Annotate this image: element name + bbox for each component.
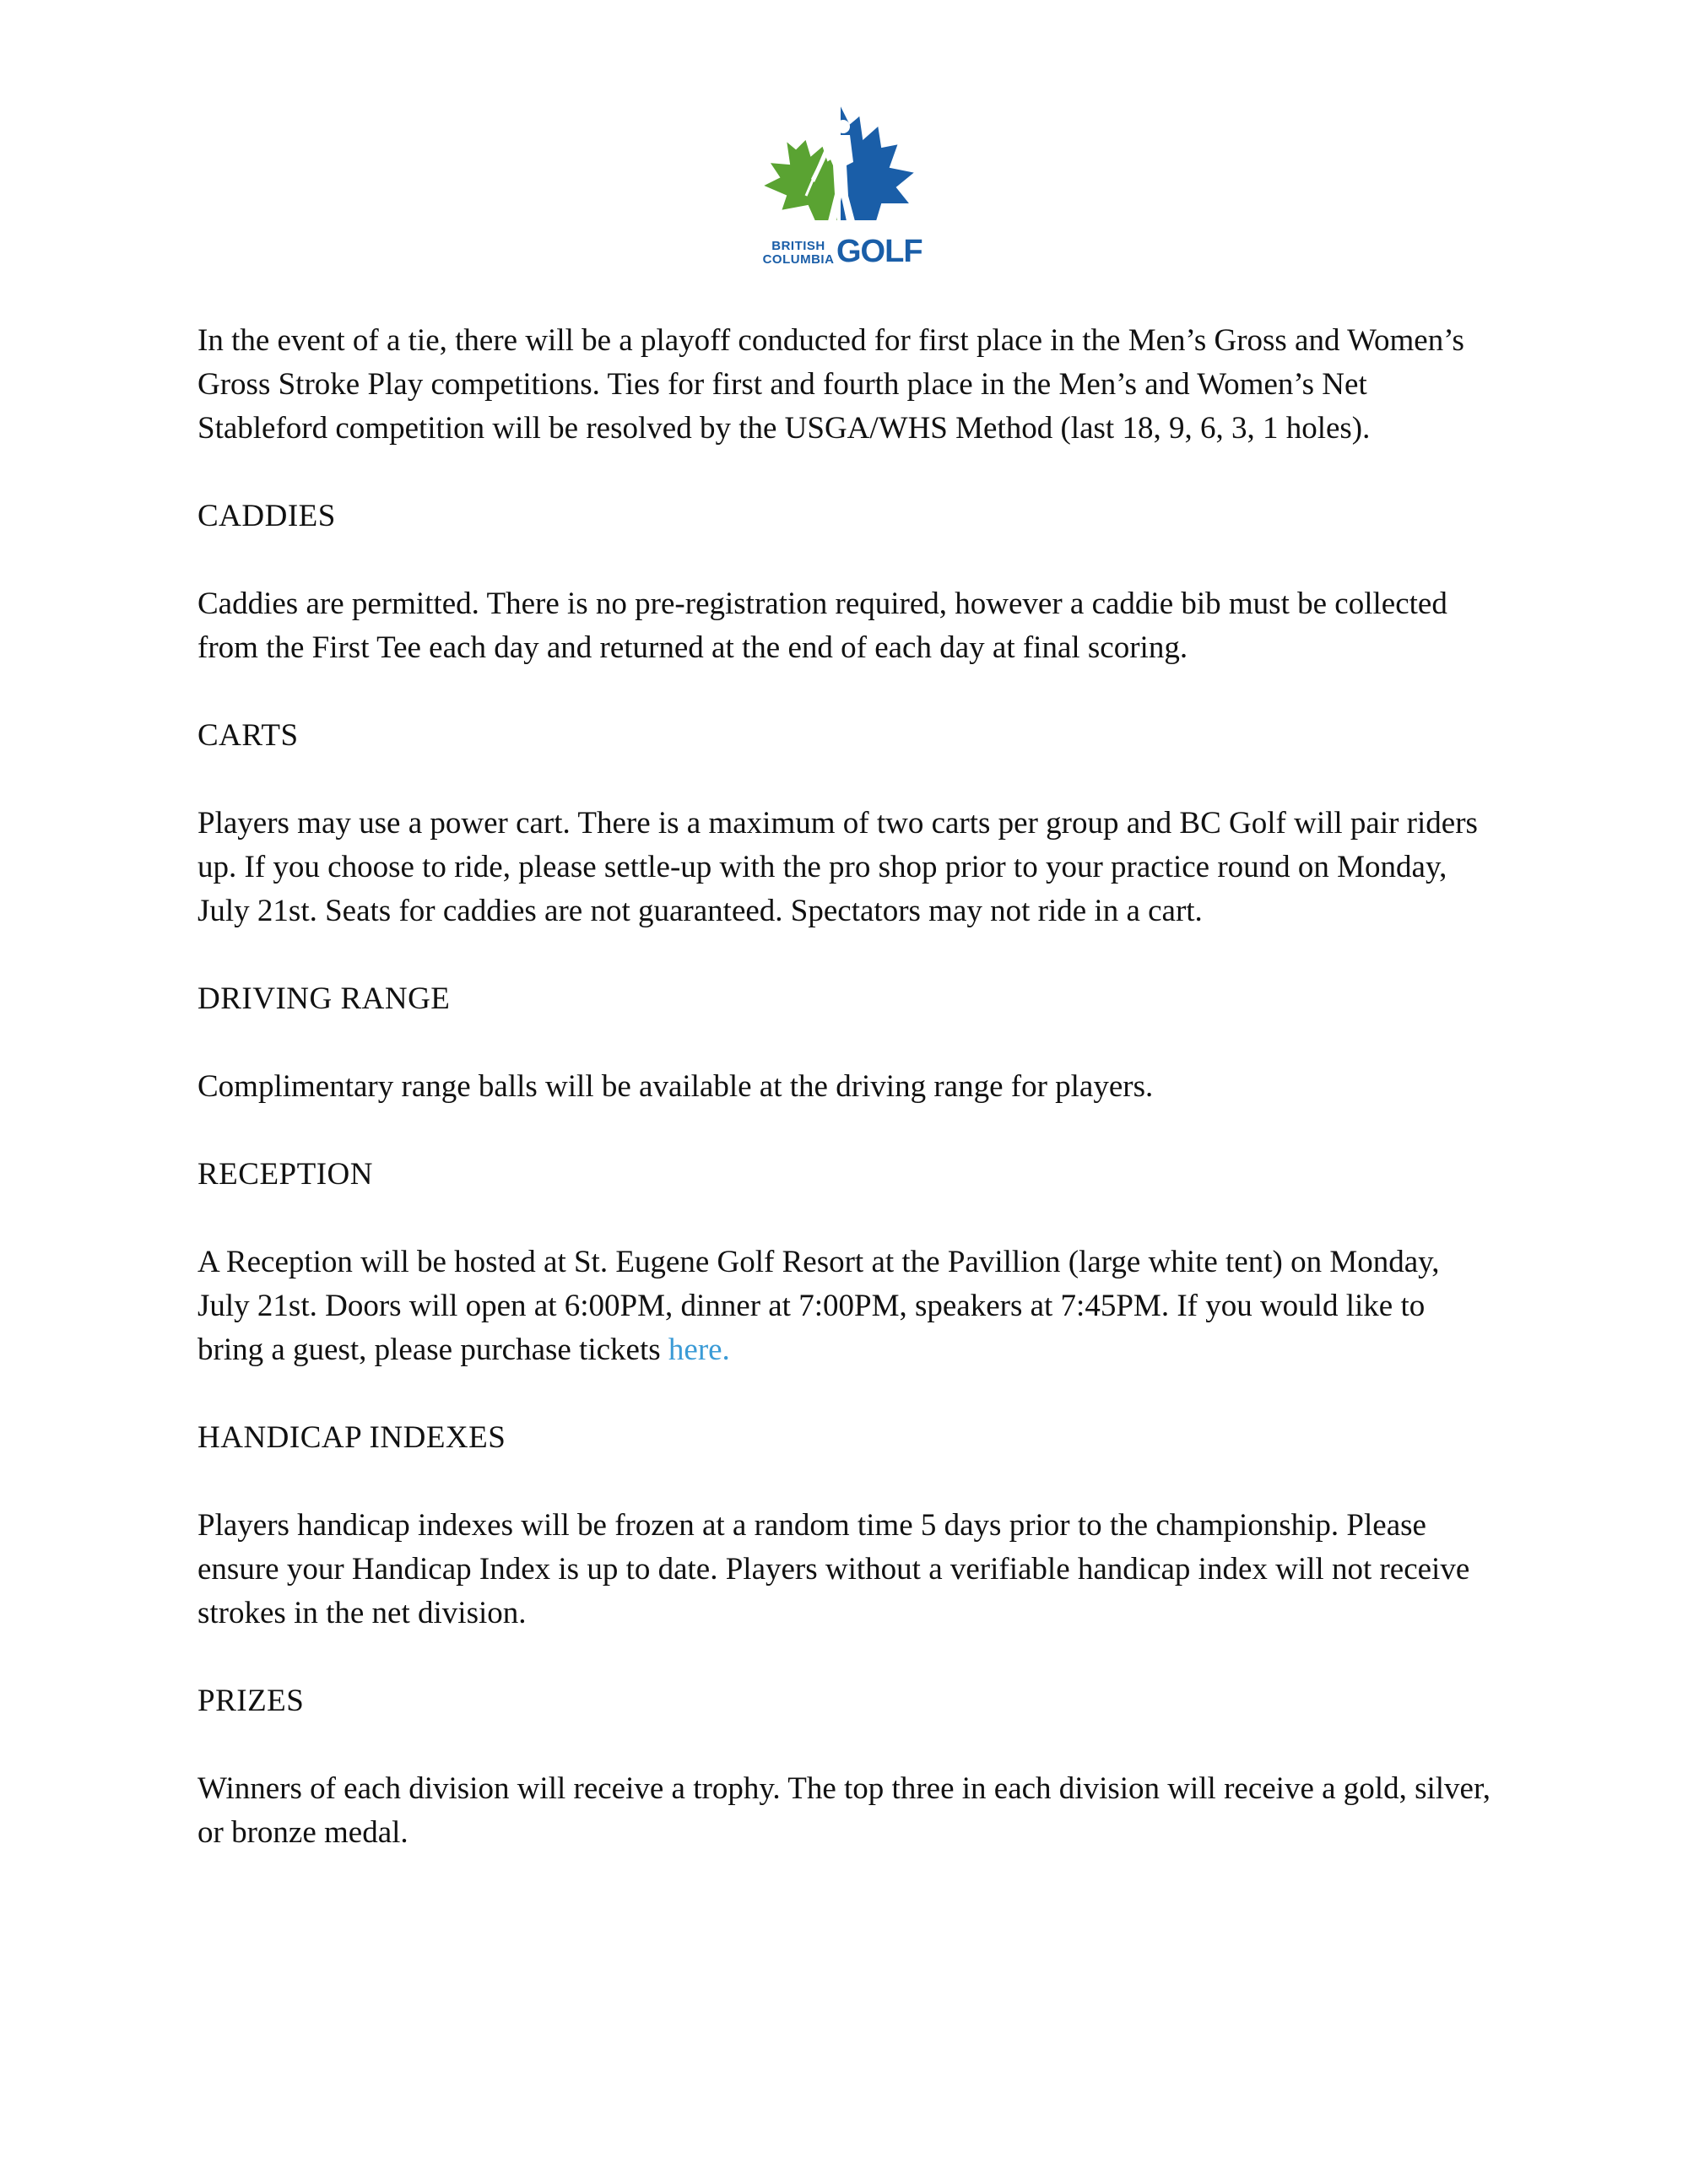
carts-paragraph: Players may use a power cart. There is a maximum of two carts per group and BC Golf will pair riders up. If you choose to ride, please settle-up with the pro shop prior to your practice round on Monday, July 21st. Seats for caddies are not guaranteed. Spectators may not ride in a cart. xyxy=(197,806,1478,928)
driving-range-paragraph: Complimentary range balls will be available at the driving range for players. xyxy=(197,1069,1154,1104)
caddies-heading: CADDIES xyxy=(197,499,336,533)
reception-text: A Reception will be hosted at St. Eugene Golf Resort at the Pavillion (large white tent) on Monday, July 21st. Doors will open at 6:00PM, dinner at 7:00PM, speakers at 7:45PM. If you would like to bring a guest, please purchase tickets xyxy=(197,1245,1440,1367)
document-body xyxy=(197,319,1497,1899)
reception-paragraph xyxy=(197,1241,1497,1372)
maple-leaf-golfer-icon xyxy=(755,95,924,246)
prizes-paragraph: Winners of each division will receive a trophy. The top three in each division will receive a gold, silver, or bronze medal. xyxy=(197,1771,1491,1850)
logo-word-golf: GOLF xyxy=(836,234,922,269)
driving-range-heading: DRIVING RANGE xyxy=(197,981,451,1016)
logo-line-british: BRITISH xyxy=(771,239,825,253)
tie-paragraph: In the event of a tie, there will be a playoff conducted for first place in the Men’s Gross and Women’s Gross Stroke Play competitions. Ties for first and fourth place in the Men’s and Women’s Net Stableford competition will be resolved by the USGA/WHS Method (last 18, 9, 6, 3, 1 holes). xyxy=(197,323,1464,446)
tickets-link[interactable]: here. xyxy=(668,1333,730,1367)
handicap-paragraph: Players handicap indexes will be frozen at a random time 5 days prior to the championship. Please ensure your Handicap Index is up to date. Players without a verifiable handicap index will not receive strokes in the net division. xyxy=(197,1508,1470,1630)
reception-heading: RECEPTION xyxy=(197,1157,373,1192)
logo-wordmark xyxy=(760,236,928,277)
prizes-heading: PRIZES xyxy=(197,1684,305,1718)
carts-heading: CARTS xyxy=(197,718,299,753)
caddies-paragraph: Caddies are permitted. There is no pre-registration required, however a caddie bib must be collected from the First Tee each day and returned at the end of each day at final scoring. xyxy=(197,587,1447,665)
logo-line-columbia: COLUMBIA xyxy=(762,252,835,267)
handicap-heading: HANDICAP INDEXES xyxy=(197,1420,506,1455)
